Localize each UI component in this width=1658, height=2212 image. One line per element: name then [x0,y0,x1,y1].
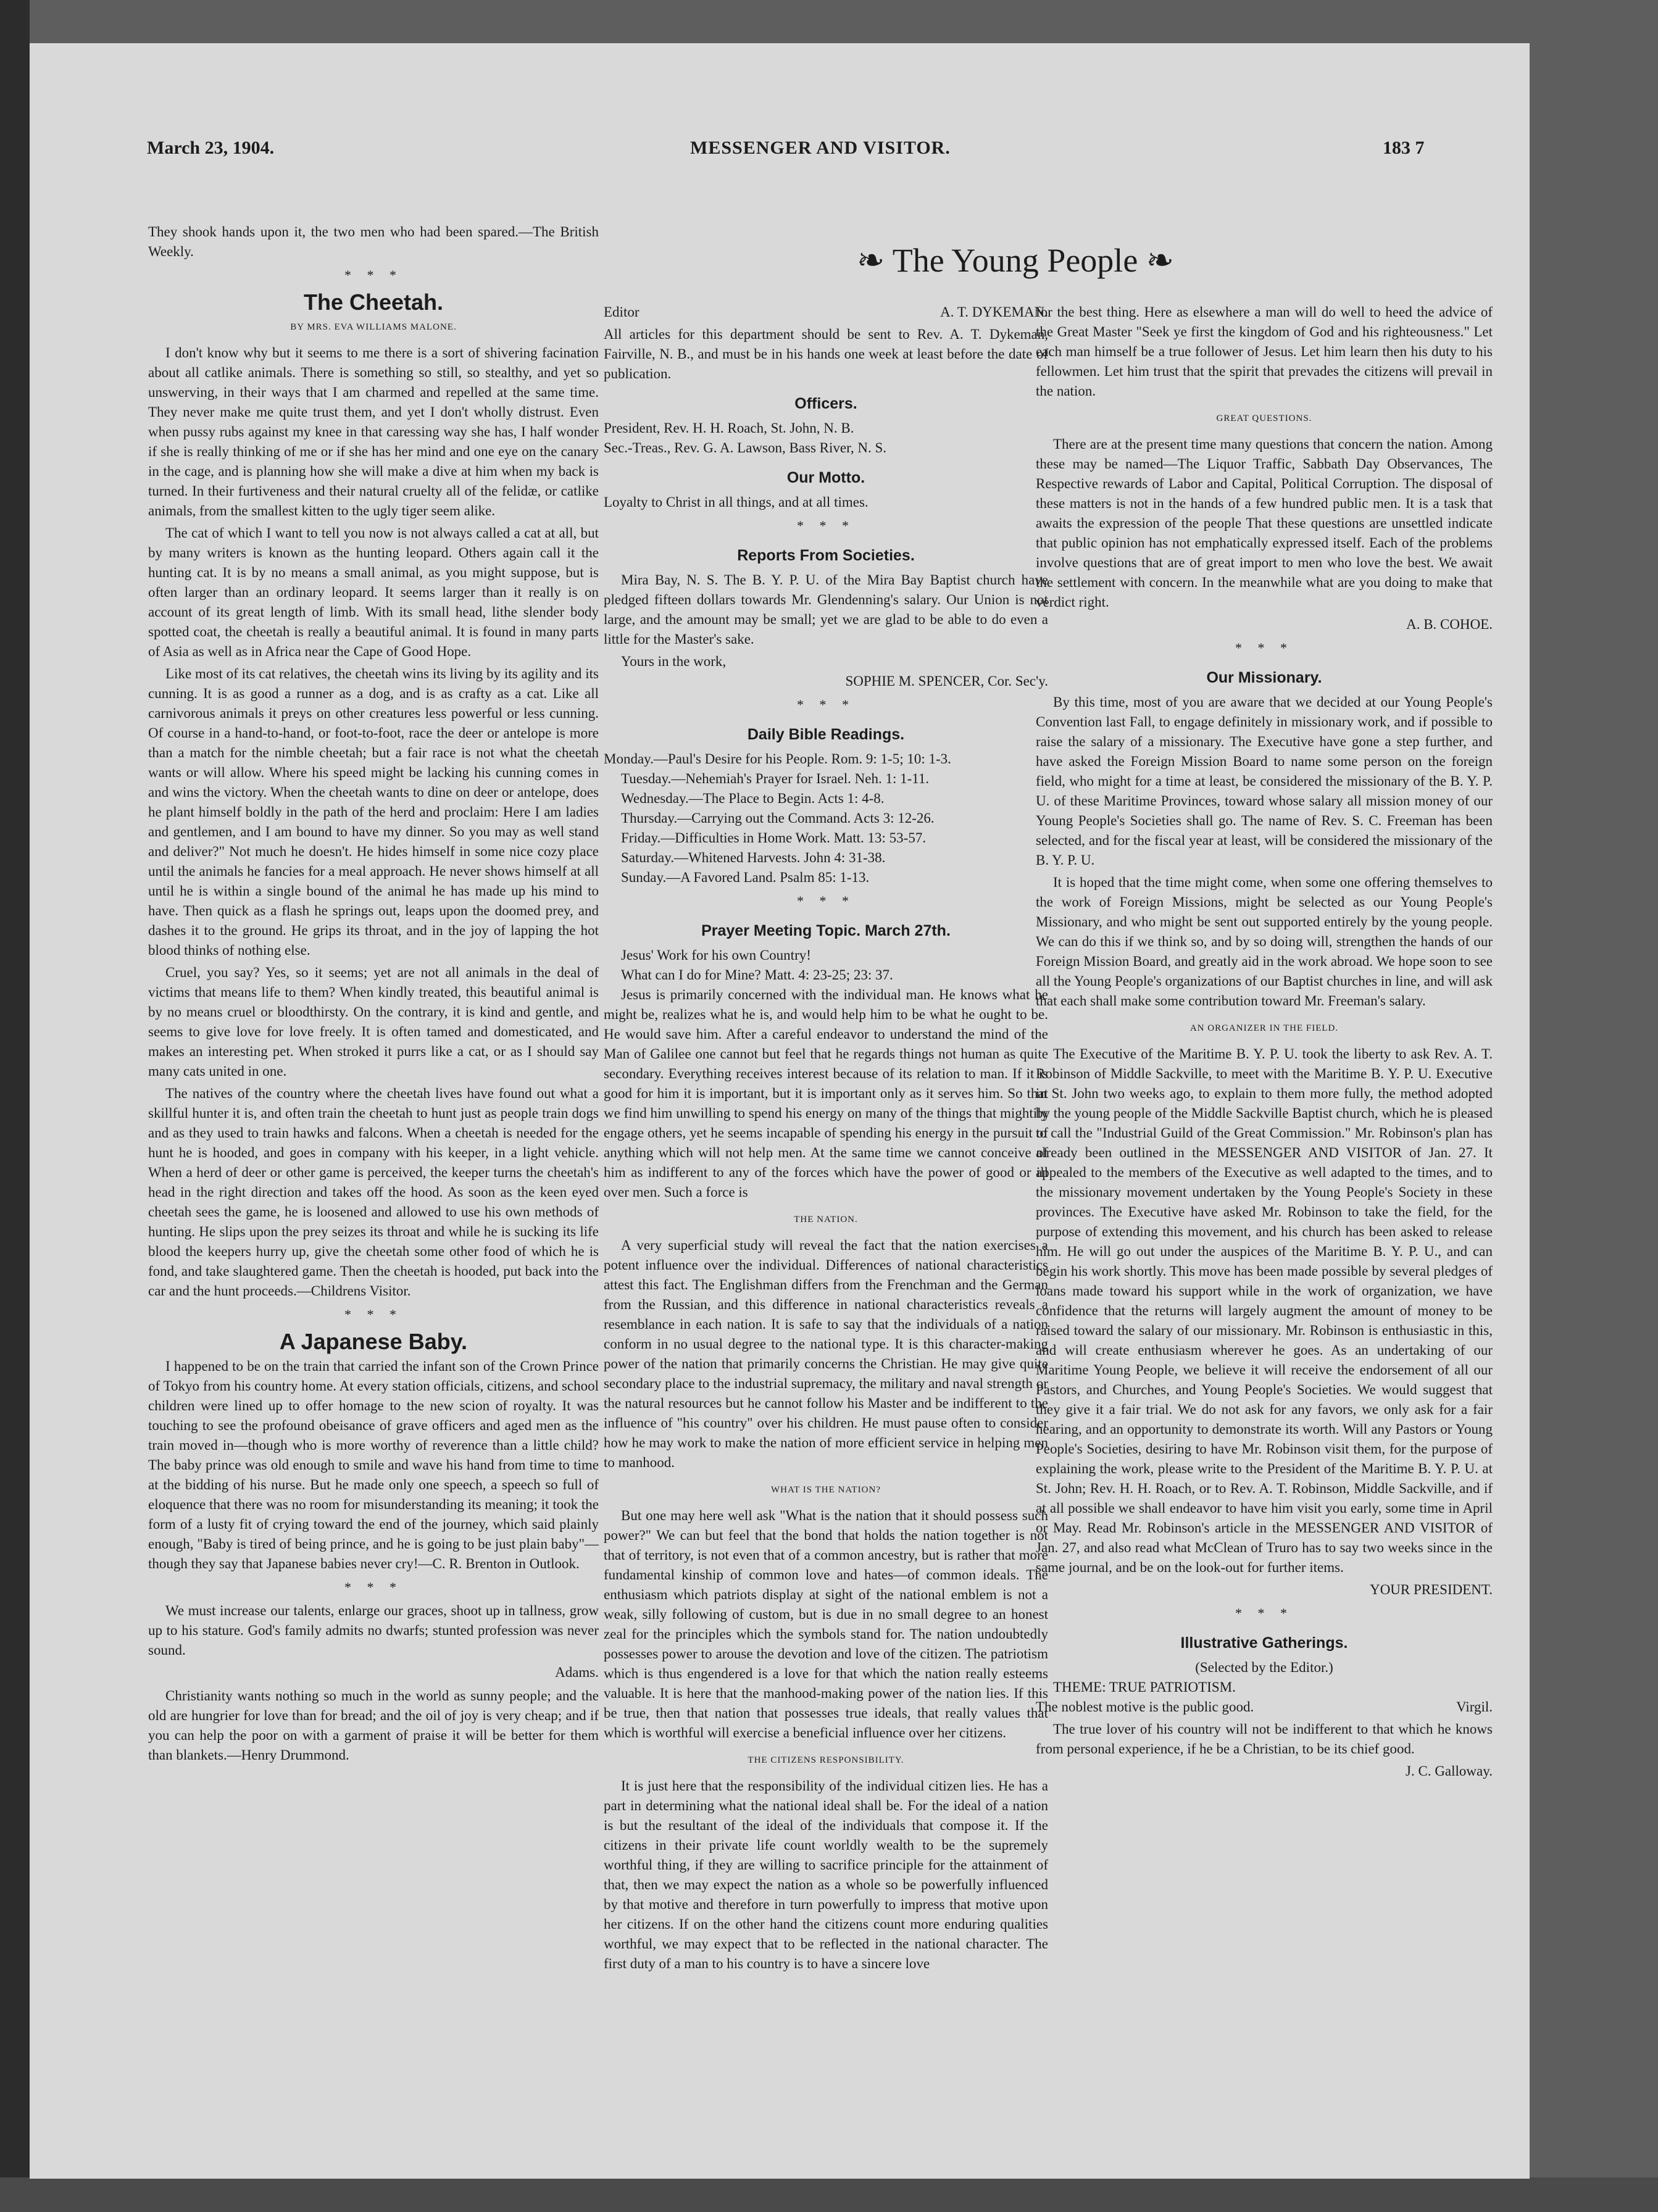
signature: A. B. COHOE. [1406,617,1493,632]
article-title-cheetah: The Cheetah. [303,289,444,315]
signature: J. C. Galloway. [1406,1763,1493,1779]
separator-stars: * * * [797,518,855,533]
separator-stars: * * * [344,1307,402,1322]
byline: BY MRS. EVA WILLIAMS MALONE. [290,322,457,332]
column-3 [1036,302,1493,1785]
theme-line: THEME: TRUE PATRIOTISM. [1053,1679,1236,1695]
prayer-line: What can I do for Mine? Matt. 4: 23-25; 23: 37. [621,967,893,983]
separator-stars: * * * [344,267,402,283]
signature: Adams. [555,1665,599,1680]
reading-item: Saturday.—Whitened Harvests. John 4: 31-38. [621,850,886,865]
paragraph: It is hoped that the time might come, when some one offering themselves to the work of Foreign Missions, might be selected as our Young People's Missionary, and who might be sent out supported entirely by the young people. We can do this if we think so, and by so doing will, strengthen the hands of our Foreign Mission Board, and greatly aid in the work abroad. We hope soon to see all the Young People's organizations of our Baptist churches in line, and will ask that each shall make some contribution toward Mr. Freeman's salary. [1036,875,1493,1008]
paragraph: But one may here well ask "What is the nation that it should possess such power?" We can but feel that the bond that holds the nation together is not that of territory, is not even that of a common ancestry, but is rather that more fundamental kinship of common love and hates—of common ideals. The enthusiasm which patriots display at sight of the national emblem is not a weak, silly following of custom, but is due in no small degree to an honest zeal for the principles which the symbols stand for. The nation undoubtedly possesses power to arouse the devotion and love of the citizen. The patriotism which is thus engendered is a love for that which the nation really esteems valuable. It is here that the manhood-making power of the nation lies. If this be true, then that nation that possesses true ideals, that really values that which is worthful will exercise a beneficial influence over her citizens. [604,1508,1048,1740]
heading-prayer-topic: Prayer Meeting Topic. March 27th. [701,922,951,939]
reading-item: Monday.—Paul's Desire for his People. Rom. 9: 1-5; 10: 1-3. [604,751,951,767]
paragraph: The cat of which I want to tell you now is not always called a cat at all, but by many writers is known as the hunting leopard. Others again call it the hunting cat. It is by no means a small animal, as you might suppose, but is often larger than an ordinary leopard. It seems larger than it really is on account of its great length of limb. With its small head, lithe slender body spotted coat, the cheetah is really a beautiful animal. It is found in many parts of Asia as well as in Africa near the Cape of Good Hope. [148,525,599,659]
paragraph: Cruel, you say? Yes, so it seems; yet are not all animals in the deal of victims that means life to them? When kindly treated, this beautiful animal is by no means cruel or bloodthirsty. On the contrary, it is kind and gentle, and seems to give love for love freely. It is often tamed and domesticated, and makes an interesting pet. When stroked it purrs like a cat, or as I should say many cats united in one. [148,965,599,1079]
subheading: AN ORGANIZER IN THE FIELD. [1189,1023,1339,1033]
prayer-line: Jesus' Work for his own Country! [621,947,811,963]
editor-label: Editor [604,304,639,320]
column-2 [604,302,1048,1976]
signature: YOUR PRESIDENT. [1370,1582,1493,1597]
reading-item: Sunday.—A Favored Land. Psalm 85: 1-13. [621,870,870,885]
subheading: THE NATION. [794,1215,858,1224]
editor-line [604,302,1048,322]
reading-item: Friday.—Difficulties in Home Work. Matt. 13: 53-57. [621,830,927,846]
separator-stars: * * * [1235,640,1293,655]
newspaper-page [30,43,1530,2179]
reading-item: Thursday.—Carrying out the Command. Acts 3: 12-26. [621,810,935,826]
separator-stars: * * * [797,893,855,908]
paragraph: There are at the present time many questions that concern the nation. Among these may be named—The Liquor Traffic, Sabbath Day Observances, The Respective rewards of Labor and Capital, Political Corruption. The disposal of these matters is not in the hands of a few hundred public men. It is a task that awaits the expression of the people That these questions are unsettled indicate that public opinion has not emphatically expressed itself. Each of the problems involve questions that are of great import to men who love the best. We await the settlement with concern. In the meanwhile what are you doing to make that verdict right. [1036,436,1493,610]
motto-text: Loyalty to Christ in all things, and at all times. [604,494,869,510]
paragraph: Like most of its cat relatives, the cheetah wins its living by its agility and its cunning. It is as good a runner as a dog, and is as crafty as a cat. Like all carnivorous animals it preys on other creatures less powerful or less cunning. Of course in a hand-to-hand, or foot-to-foot, race the deer or antelope is more than a match for the nimble cheetah; but a fair race is not what the cheetah wants or will allow. Where his speed might be lacking his cunning comes in and wins the victory. When the cheetah wants to dine on deer or antelope, does he plant himself boldly in the path of the herd and proclaim: Here I am ladies and gentlemen, and I am bound to have my dinner. So you may as well stand and deliver?" Not much he doesn't. He hides himself in some nice cozy place until the animals he fancies for a meal approach. He never shows himself at all until he is within a single bound of the animal he has made up his mind to have. Then quick as a flash he springs out, leaps upon the doomed prey, and dashes it to the ground. He grips its throat, and in the joy of lapping the hot blood thinks of nothing else. [148,666,599,958]
heading-illustrative-gatherings: Illustrative Gatherings. [1180,1634,1348,1652]
paragraph: The natives of the country where the cheetah lives have found out what a skillful hunter it is, and often train the cheetah to hunt just as people train dogs and as they used to train hawks and falcons. When a cheetah is needed for the hunt he is hooded, and goes in company with his keeper, in a light vehicle. When a herd of deer or other game is perceived, the keeper turns the cheetah's head in the right direction and takes off the hood. As soon as the keen eyed cheetah sees the game, he is loosened and allowed to use his own methods of hunting. He slips upon the prey seizes its throat and while he is sucking its life blood the keepers hurry up, give the cheetah some other food of which he is fond, and take slaughtered game. Then the cheetah is hooded, put back into the car and the hunt proceeds.—Childrens Visitor. [148,1086,599,1299]
editor-name: A. T. DYKEMAN. [940,304,1048,320]
header-page-number: 183 7 [1383,138,1425,158]
paragraph: We must increase our talents, enlarge our graces, shoot up in tallness, grow up to his stature. God's family admits no dwarfs; stunted profession was never sound. [148,1603,599,1658]
scan-left-edge [0,0,30,2212]
quote-line [1036,1697,1493,1717]
heading-officers: Officers. [794,395,857,412]
reports-close: Yours in the work, [621,654,727,669]
reading-item: Tuesday.—Nehemiah's Prayer for Israel. Neh. 1: 1-11. [621,771,930,786]
subheading: WHAT IS THE NATION? [770,1485,881,1495]
paragraph: I happened to be on the train that carried the infant son of the Crown Prince of Tokyo from his country home. At every station officials, citizens, and school children were lined up to offer homage to the new scion of royalty. It was touching to see the profound obeisance of grave officers and aged men as the train moved in—though who is more worthy of reverence than a little child? The baby prince was old enough to smile and wave his hand from time to time at the bidding of his nurse. But he made only one speech, a speech so full of eloquence that there was no room for misunderstanding its meaning; it took the form of a lusty fit of crying toward the end of the journey, which said plainly enough, "Baby is tired of being prince, and he is going to be just plain baby"—though they say that Japanese babies never cry!—C. R. Brenton in Outlook. [148,1358,599,1571]
separator-stars: * * * [1235,1605,1293,1621]
officer-line: Sec.-Treas., Rev. G. A. Lawson, Bass River, N. S. [604,440,886,455]
quote-author: Virgil. [1456,1699,1493,1715]
paragraph: The true lover of his country will not be indifferent to that which he knows from personal experience, if he be a Christian, to be its chief good. [1036,1721,1493,1757]
header-title: MESSENGER AND VISITOR. [690,138,951,158]
subheading: THE CITIZENS RESPONSIBILITY. [748,1755,904,1765]
intro-text: They shook hands upon it, the two men who had been spared.—The British Weekly. [148,224,599,259]
paragraph: By this time, most of you are aware that we decided at our Young People's Convention last Fall, to engage definitely in missionary work, and if possible to raise the salary of a missionary. The Executive have gone a step further, and have asked the Foreign Mission Board to name some person on the foreign field, who might for a time at least, be considered the missionary of the B. Y. P. U. of these Maritime Provinces, toward whose salary all mission money of our Young People's Societies shall go. The name of Rev. S. C. Freeman has been selected, and for the fiscal year at least, will be considered the missionary of the B. Y. P. U. [1036,694,1493,868]
heading-reports: Reports From Societies. [737,547,915,564]
officer-line: President, Rev. H. H. Roach, St. John, N. B. [604,420,854,436]
paragraph: It is just here that the responsibility of the individual citizen lies. He has a part in determining what the national ideal shall be. For the ideal of a nation is but the resultant of the ideal of the individuals that compose it. If the citizens in their private life count worldly wealth to be the supremely worthful thing, if they are willing to sacrifice principle for the attainment of that, then we may expect the nation as a whole so be powerfully influenced by that motive and therefore in turn powerfully to impress that motive upon her citizens. If on the other hand the citizens count more enduring qualities worthful, we may expect that to be reflected in the national character. The first duty of a man to his country is to have a sincere love [604,1778,1048,1971]
paragraph: The Executive of the Maritime B. Y. P. U. took the liberty to ask Rev. A. T. Robinson of Middle Sackville, to meet with the Maritime B. Y. P. U. Executive in St. John two weeks ago, to explain to them more fully, the method adopted by the young people of the Middle Sackville Baptist church, which he is pleased to call the "Industrial Guild of the Great Commission." Mr. Robinson's plan has already been outlined in the MESSENGER AND VISITOR of Jan. 27. It appealed to the members of the Executive as well adapted to the times, and to the missionary movement undertaken by the Young People's Society in these provinces. The Executive have asked Mr. Robinson to take the field, for the purpose of extending this movement, and his church has been asked to release him. He will go out under the auspices of the Maritime B. Y. P. U., and can begin his work shortly. This move has been made possible by several pledges of loans made toward his support while in the work of organization, we have confidence that the returns will largely augment the amount of money to be raised toward the salary of our missionary. Mr. Robinson is enthusiastic in this, and will create enthusiasm wherever he goes. As an undertaking of our Maritime Young People, we believe it will receive the endorsement of all our Pastors, and Churches, and Young People's Societies. We would suggest that they give it a fair trial. We do not ask for any favors, we only ask for a fair hearing, and an opportunity to demonstrate its worth. Will any Pastors or Young People's Societies, desiring to have Mr. Robinson visit them, for the purpose of explaining the work, please write to the President of the Maritime B. Y. P. U. at St. John; Rev. H. H. Roach, or to Rev. A. T. Robinson, Middle Sackville, and if at all possible we shall endeavor to have him visit you early, some time in April or May. Read Mr. Robinson's article in the MESSENGER AND VISITOR of Jan. 27, and also read what McClean of Truro has to say two weeks since in the same journal, and be on the look-out for further items. [1036,1046,1493,1575]
section-title: ❧ The Young People ❧ [857,242,1175,279]
paragraph: I don't know why but it seems to me there is a sort of shivering facination about all catlike animals. There is something so still, so stealthy, and yet so unswerving, in their ways that I am charmed and repelled at the same time. They never make me quite trust them, and yet I don't wholly distrust. Even when pussy rubs against my knee in that caressing way she has, I half wonder if she is really thinking of me or if she has her mind and one eye on the canary in the cage, and is planning how she will make a dive at him when my back is turned. In their furtiveness and their natural cruelty all of the felidæ, or catlike animals, from the smallest kitten to the ugly tiger seem alike. [148,345,599,518]
paragraph: Mira Bay, N. S. The B. Y. P. U. of the Mira Bay Baptist church have pledged fifteen dollars towards Mr. Glendenning's salary. Our Union is not large, and the amount may be small; yet we are glad to be able to do even a little for the Master's sake. [604,572,1048,647]
heading-our-missionary: Our Missionary. [1206,669,1322,686]
header-date: March 23, 1904. [147,138,275,158]
paragraph: Christianity wants nothing so much in the world as sunny people; and the old are hungrier for love than for bread; and the oil of joy is very cheap; and if you can help the poor on with a garment of praise it will be better for them than blankets.—Henry Drummond. [148,1688,599,1763]
article-title-japanese-baby: A Japanese Baby. [279,1329,468,1354]
separator-stars: * * * [797,697,855,712]
scan-bottom-edge [0,2177,1658,2212]
column-1 [148,222,599,1768]
paragraph: Jesus is primarily concerned with the individual man. He knows what he might be, realizes what he is, and would help him to be what he ought to be. He would save him. After a careful endeavor to understand the mind of the Man of Galilee one cannot but feel that he regards things not human as quite secondary. Everything receives interest because of its relation to man. If it is good for him it is important, but it is important only as it serves him. So that we find him unwilling to spend his energy on many of the things that mightily engage others, yet he seems incapable of spending his energy in the pursuit of anything which will not help men. At the same time we cannot conceive of him as indifferent to any of the forces which have the power of good or ill over men. Such a force is [604,987,1048,1200]
heading-motto: Our Motto. [786,469,865,486]
quote-text: The noblest motive is the public good. [1036,1699,1254,1715]
editor-note: All articles for this department should be sent to Rev. A. T. Dykeman, Fairville, N. B., and must be in his hands one week at least before the date of publication. [604,326,1048,381]
heading-daily-readings: Daily Bible Readings. [747,726,905,743]
separator-stars: * * * [344,1579,402,1595]
signature: SOPHIE M. SPENCER, Cor. Sec'y. [845,673,1048,689]
paragraph: for the best thing. Here as elsewhere a man will do well to heed the advice of the Great Master "Seek ye first the kingdom of God and his righteousness." Let each man himself be a true follower of Jesus. Let him learn then his duty to his fellowmen. Let him trust that the spirit that prevades the citizens will prevail in the nation. [1036,304,1493,399]
gatherings-note: (Selected by the Editor.) [1195,1660,1333,1675]
reading-item: Wednesday.—The Place to Begin. Acts 1: 4-8. [621,791,885,806]
paragraph: A very superficial study will reveal the fact that the nation exercises a potent influence over the individual. Differences of national characteristics attest this fact. The Englishman differs from the Frenchman and the German from the Russian, and this difference in national characteristics reveals a resemblance in each nation. It is safe to say that the individuals of a nation conform in no usual degree to the national type. It is this character-making power of the nation that primarily concerns the Christian. He may give quite secondary place to the industrial supremacy, the military and naval strength or the natural resources but he cannot follow his Master and be indifferent to the influence of "his country" over his children. He must pause often to consider how he may work to make the nation of more efficient service in helping men to manhood. [604,1237,1048,1470]
subheading: GREAT QUESTIONS. [1216,414,1312,423]
